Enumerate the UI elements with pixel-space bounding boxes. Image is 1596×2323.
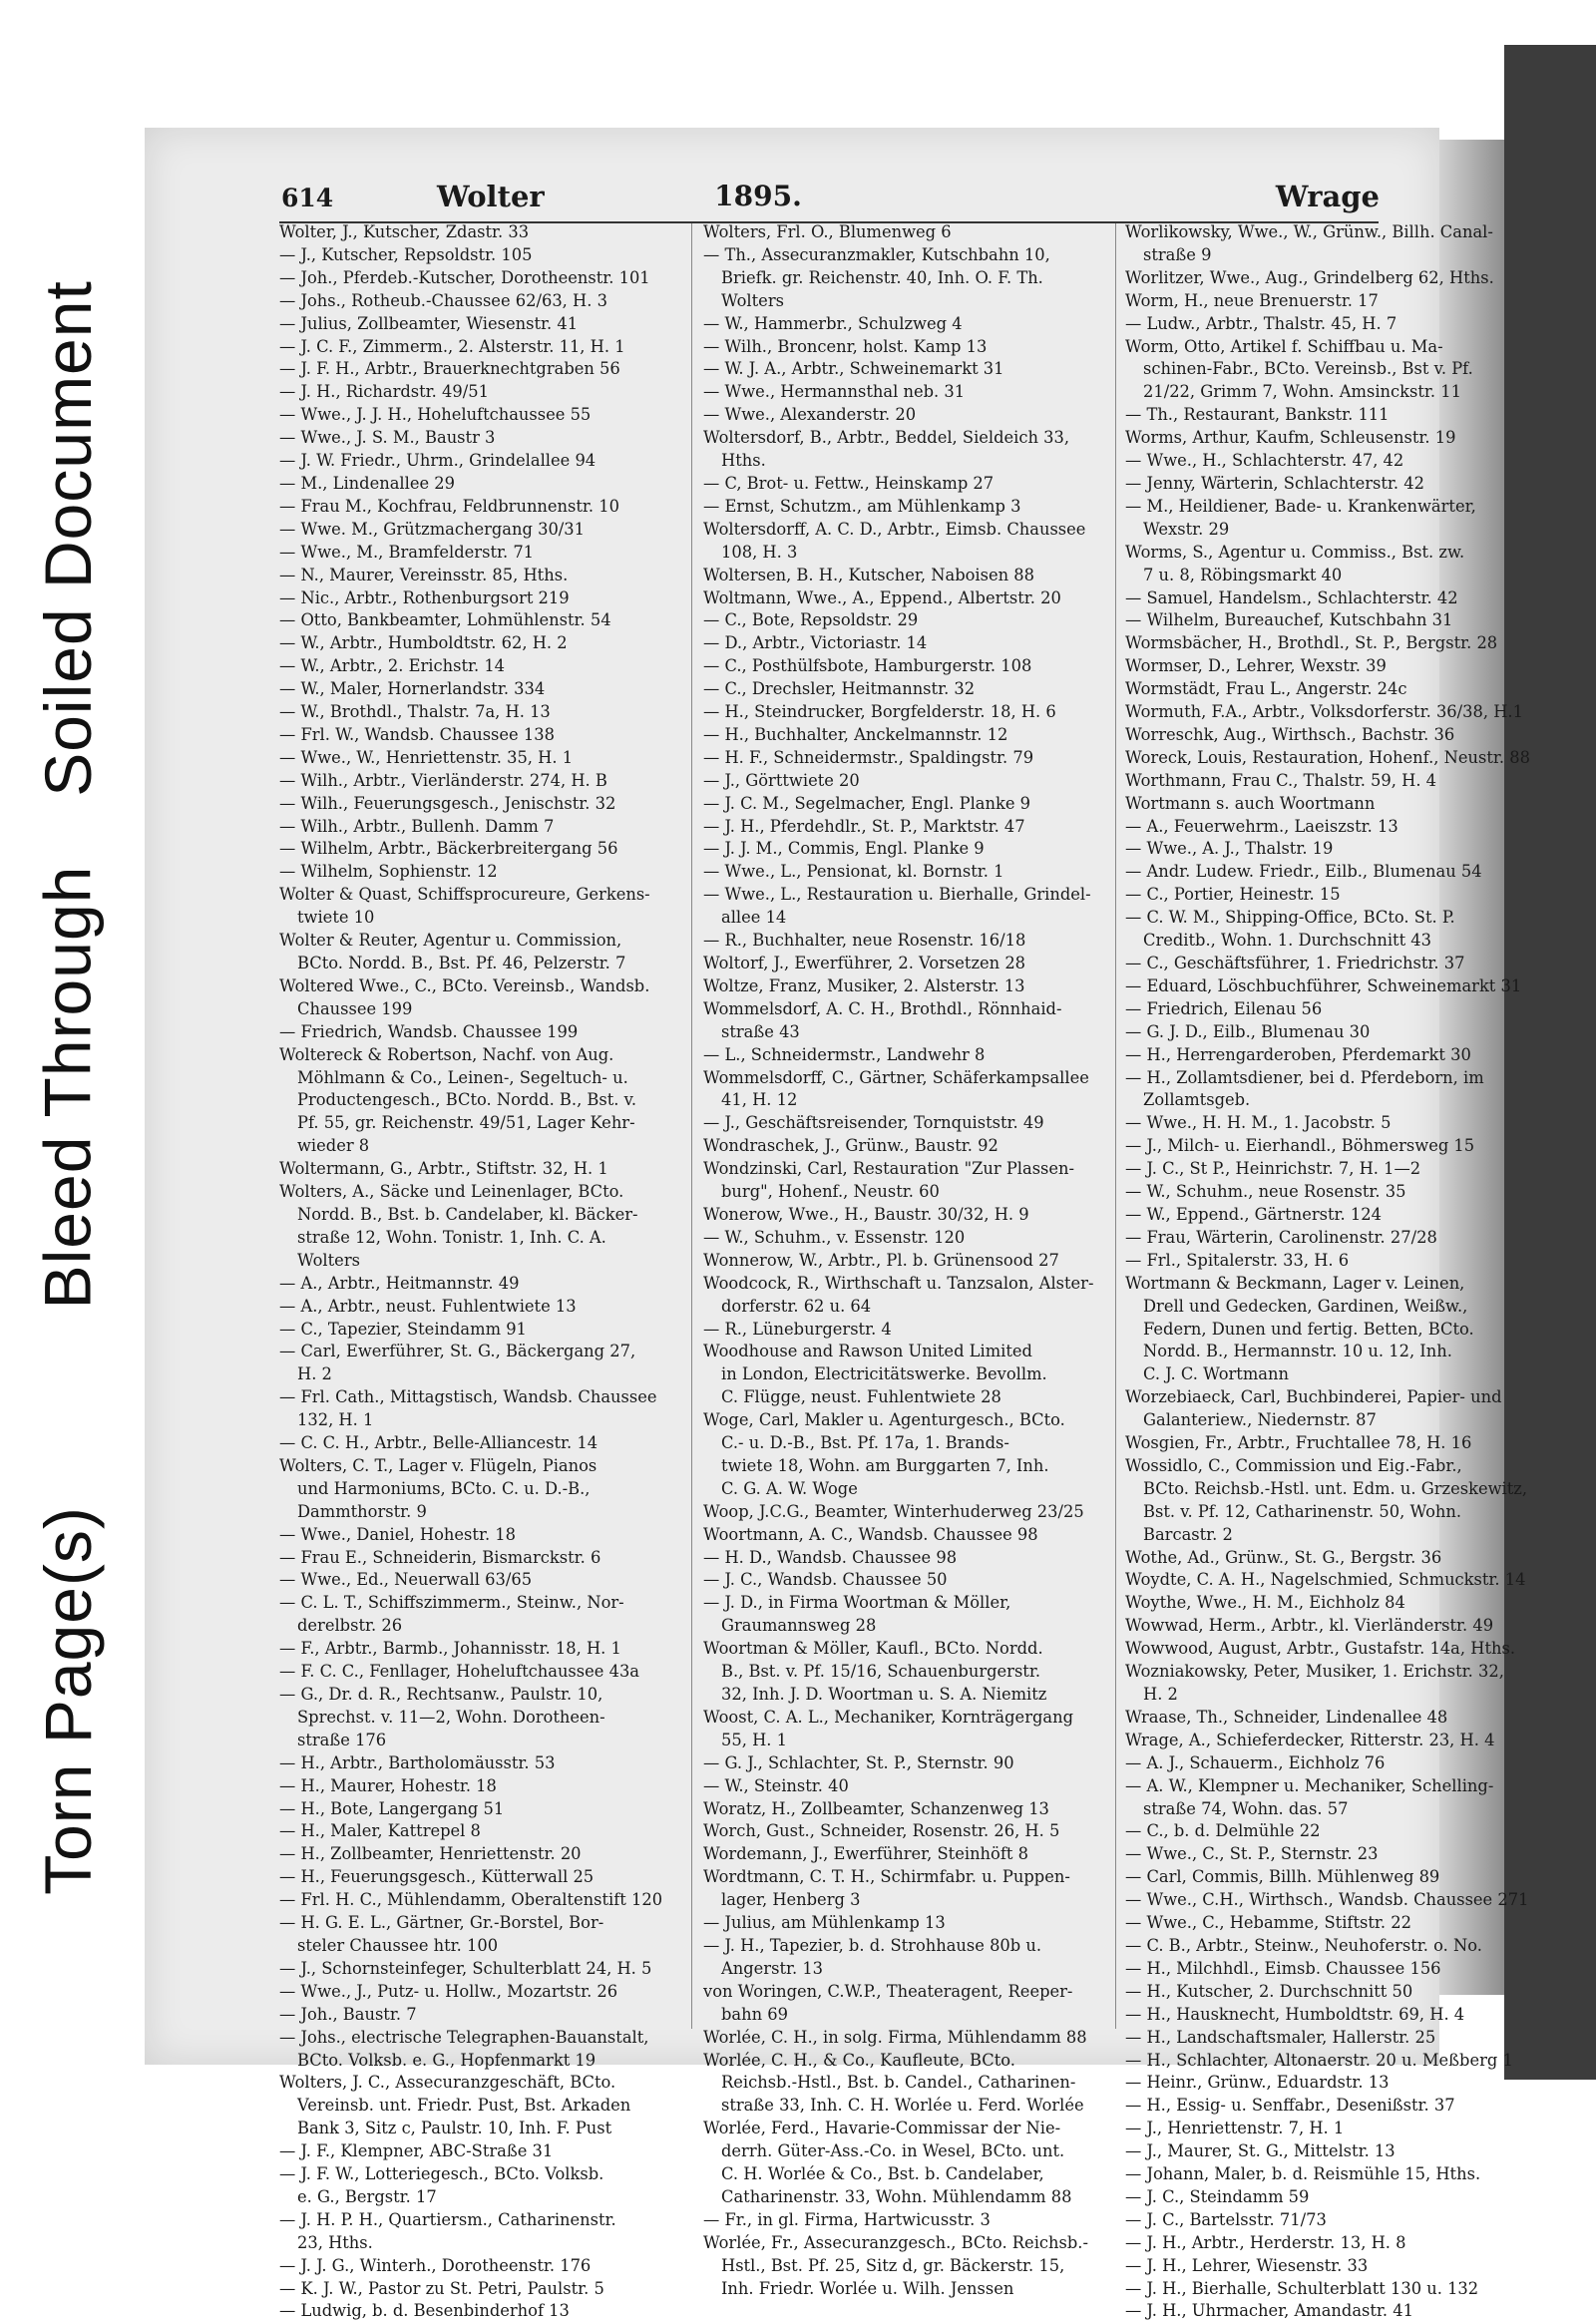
directory-line: — C., Bote, Repsoldstr. 29	[703, 610, 919, 630]
directory-line: Dammthorstr. 9	[297, 1501, 427, 1521]
directory-line: Woodhouse and Rawson United Limited	[703, 1342, 1032, 1361]
directory-line: — A. J., Schauerm., Eichholz 76	[1125, 1752, 1386, 1772]
directory-line: — J. H., Pferdehdlr., St. P., Marktstr. 47	[703, 816, 1025, 836]
directory-line: Woltersen, B. H., Kutscher, Naboisen 88	[703, 565, 1034, 584]
directory-line: — Wwe., Hermannsthal neb. 31	[703, 382, 966, 402]
directory-line: Catharinenstr. 33, Wohn. Mühlendamm 88	[721, 2186, 1072, 2206]
directory-line: 41, H. 12	[721, 1090, 798, 1110]
directory-line: — L., Schneidermstr., Landwehr 8	[703, 1044, 986, 1064]
directory-line: — W., Schuhm., v. Essenstr. 120	[703, 1227, 966, 1247]
directory-line: — A., Feuerwehrm., Laeiszstr. 13	[1125, 816, 1398, 836]
directory-line: — J. H., Lehrer, Wiesenstr. 33	[1125, 2255, 1369, 2275]
directory-line: von Woringen, C.W.P., Theateragent, Reeper-	[703, 1981, 1073, 2001]
directory-line: — H., Herrengarderoben, Pferdemarkt 30	[1125, 1044, 1471, 1064]
directory-line: Federn, Dunen und fertig. Betten, BCto.	[1143, 1319, 1474, 1339]
directory-line: Woost, C. A. L., Mechaniker, Kornträgergang	[703, 1707, 1074, 1727]
directory-line: — J., Schornsteinfeger, Schulterblatt 24, H. 5	[279, 1958, 652, 1978]
directory-line: — J. C. M., Segelmacher, Engl. Planke 9	[703, 793, 1031, 813]
directory-line: — J. H., Tapezier, b. d. Strohhause 80b u.	[703, 1935, 1042, 1955]
directory-line: — J., Milch- u. Eierhandl., Böhmersweg 15	[1125, 1136, 1475, 1156]
directory-line: und Harmoniums, BCto. C. u. D.-B.,	[297, 1478, 591, 1498]
directory-line: Woreck, Louis, Restauration, Hohenf., Neustr. 88	[1125, 747, 1530, 767]
directory-line: — Wilhelm, Sophienstr. 12	[279, 862, 498, 882]
directory-line: C. G. A. W. Woge	[721, 1478, 858, 1498]
directory-line: Möhlmann & Co., Leinen-, Segeltuch- u.	[297, 1067, 628, 1087]
directory-line: Woortman & Möller, Kaufl., BCto. Nordd.	[703, 1639, 1043, 1659]
directory-line: — A. W., Klempner u. Mechaniker, Schelling-	[1125, 1775, 1494, 1795]
directory-line: — Wwe., L., Pensionat, kl. Bornstr. 1	[703, 862, 1004, 882]
directory-line: Creditb., Wohn. 1. Durchschnitt 43	[1143, 931, 1432, 951]
directory-line: — C., Portier, Heinestr. 15	[1125, 885, 1341, 905]
directory-line: — Ludwig, b. d. Besenbinderhof 13	[279, 2301, 570, 2321]
directory-line: Woltersdorf, B., Arbtr., Beddel, Sieldeich 33,	[703, 428, 1070, 448]
directory-line: — J. C., St P., Heinrichstr. 7, H. 1—2	[1125, 1159, 1421, 1179]
directory-line: Worlée, C. H., in solg. Firma, Mühlendamm 88	[703, 2027, 1087, 2047]
directory-line: — C., b. d. Delmühle 22	[1125, 1821, 1321, 1841]
directory-line: — C. L. T., Schiffszimmerm., Steinw., Nor-	[279, 1593, 624, 1613]
directory-line: C. J. C. Wortmann	[1143, 1364, 1289, 1384]
directory-line: Woortmann, A. C., Wandsb. Chaussee 98	[703, 1524, 1038, 1544]
directory-line: dorferstr. 62 u. 64	[721, 1296, 872, 1316]
directory-line: — Frl. H. C., Mühlendamm, Oberaltenstift 120	[279, 1890, 663, 1910]
directory-line: — G. J. D., Eilb., Blumenau 30	[1125, 1021, 1371, 1041]
directory-line: — Otto, Bankbeamter, Lohmühlenstr. 54	[279, 610, 611, 630]
directory-line: Reichsb.-Hstl., Bst. b. Candel., Catharinen-	[721, 2073, 1076, 2093]
directory-line: — Wwe., C.H., Wirthsch., Wandsb. Chaussee 271	[1125, 1890, 1529, 1910]
directory-line: derelbstr. 26	[297, 1616, 403, 1636]
directory-line: — J. H., Uhrmacher, Amandastr. 41	[1125, 2301, 1413, 2321]
directory-line: Wordemann, J., Ewerführer, Steinhöft 8	[703, 1844, 1028, 1864]
directory-line: — W., Hammerbr., Schulzweg 4	[703, 313, 963, 333]
directory-line: Wolter & Reuter, Agentur u. Commission,	[279, 931, 622, 951]
torn-pages-label: Torn Page(s)	[30, 1506, 105, 1895]
page-header	[140, 180, 1380, 221]
directory-line: Wowwood, August, Arbtr., Gustafstr. 14a, Hths.	[1125, 1639, 1516, 1659]
column-right	[1125, 221, 1534, 2323]
directory-line: H. 2	[297, 1364, 332, 1384]
directory-line: twiete 10	[297, 908, 375, 928]
directory-line: straße 33, Inh. C. H. Worlée u. Ferd. Worlée	[721, 2096, 1084, 2116]
directory-line: — Frl. Cath., Mittagstisch, Wandsb. Chaussee	[279, 1387, 657, 1407]
directory-line: — J. H. P. H., Quartiersm., Catharinenstr.	[279, 2209, 616, 2229]
directory-line: — Fr., in gl. Firma, Hartwicusstr. 3	[703, 2209, 991, 2229]
directory-line: — J. F. H., Arbtr., Brauerknechtgraben 56	[279, 359, 620, 379]
directory-line: — H. F., Schneidermstr., Spaldingstr. 79	[703, 747, 1034, 767]
directory-line: — Wwe., J. J. H., Hoheluftchaussee 55	[279, 405, 592, 425]
directory-line: — Wilh., Broncenr, holst. Kamp 13	[703, 336, 988, 356]
directory-line: 55, H. 1	[721, 1730, 787, 1749]
year-heading: 1895.	[714, 180, 802, 212]
directory-line: — Wwe., Ed., Neuerwall 63/65	[279, 1570, 533, 1590]
directory-line: Bst. v. Pf. 12, Catharinenstr. 50, Wohn.	[1143, 1501, 1462, 1521]
directory-line: Woltze, Franz, Musiker, 2. Alsterstr. 13	[703, 975, 1025, 995]
directory-line: Wexstr. 29	[1143, 519, 1230, 539]
directory-line: Wrage, A., Schieferdecker, Ritterstr. 23, H. 4	[1125, 1730, 1495, 1749]
directory-line: — Wilhelm, Bureauchef, Kutschbahn 31	[1125, 610, 1453, 630]
directory-line: Worm, Otto, Artikel f. Schiffbau u. Ma-	[1125, 336, 1443, 356]
directory-line: — H., Feuerungsgesch., Kütterwall 25	[279, 1867, 595, 1887]
directory-line: — W., Arbtr., 2. Erichstr. 14	[279, 656, 506, 676]
directory-line: — Frl. W., Wandsb. Chaussee 138	[279, 724, 555, 744]
directory-line: — J. C. F., Zimmerm., 2. Alsterstr. 11, H. 1	[279, 336, 625, 356]
directory-line: — J., Görttwiete 20	[703, 770, 860, 790]
directory-line: 108, H. 3	[721, 542, 798, 562]
directory-line: lager, Henberg 3	[721, 1890, 861, 1910]
directory-line: Worms, S., Agentur u. Commiss., Bst. zw.	[1125, 542, 1465, 562]
directory-line: — Heinr., Grünw., Eduardstr. 13	[1125, 2073, 1390, 2093]
directory-line: — F., Arbtr., Barmb., Johannisstr. 18, H. 1	[279, 1639, 621, 1659]
directory-line: Nordd. B., Hermannstr. 10 u. 12, Inh.	[1143, 1342, 1452, 1361]
directory-line: — J. C., Bartelsstr. 71/73	[1125, 2209, 1327, 2229]
directory-line: Bank 3, Sitz c, Paulstr. 10, Inh. F. Pust	[297, 2119, 612, 2138]
directory-line: steler Chaussee htr. 100	[297, 1935, 499, 1955]
directory-line: — W., Brothdl., Thalstr. 7a, H. 13	[279, 702, 551, 722]
directory-line: — H., Landschaftsmaler, Hallerstr. 25	[1125, 2027, 1436, 2047]
directory-line: — Nic., Arbtr., Rothenburgsort 219	[279, 587, 570, 607]
directory-line: Angerstr. 13	[721, 1958, 824, 1978]
directory-line: BCto. Nordd. B., Bst. Pf. 46, Pelzerstr. 7	[297, 954, 626, 972]
directory-line: — Wwe., H., Schlachterstr. 47, 42	[1125, 451, 1404, 471]
directory-line: — C. C. H., Arbtr., Belle-Alliancestr. 14	[279, 1433, 598, 1453]
column-divider	[1115, 223, 1116, 2029]
directory-line: Woythe, Wwe., H. M., Eichholz 84	[1125, 1593, 1405, 1613]
directory-line: Chaussee 199	[297, 998, 413, 1018]
directory-line: schinen-Fabr., BCto. Vereinsb., Bst v. Pf.	[1143, 359, 1473, 379]
directory-line: 32, Inh. J. D. Woortman u. S. A. Niemitz	[721, 1685, 1047, 1704]
directory-line: twiete 18, Wohn. am Burggarten 7, Inh.	[721, 1455, 1049, 1475]
directory-line: — Wilhelm, Arbtr., Bäckerbreitergang 56	[279, 839, 618, 859]
directory-line: — C., Drechsler, Heitmannstr. 32	[703, 679, 976, 699]
directory-line: — J. J. G., Winterh., Dorotheenstr. 176	[279, 2255, 592, 2275]
column-left	[279, 221, 683, 2323]
directory-line: — C. W. M., Shipping-Office, BCto. St. P.	[1125, 908, 1455, 928]
directory-line: straße 12, Wohn. Tonistr. 1, Inh. C. A.	[297, 1227, 606, 1247]
directory-line: — C. B., Arbtr., Steinw., Neuhoferstr. o. No.	[1125, 1935, 1482, 1955]
directory-line: Hstl., Bst. Pf. 25, Sitz d, gr. Bäckerstr. 15,	[721, 2255, 1065, 2275]
directory-line: — A., Arbtr., Heitmannstr. 49	[279, 1273, 520, 1293]
directory-line: — J., Geschäftsreisender, Tornquiststr. 49	[703, 1113, 1044, 1133]
directory-line: Wondraschek, J., Grünw., Baustr. 92	[703, 1136, 998, 1156]
directory-line: Wormser, D., Lehrer, Wexstr. 39	[1125, 656, 1387, 676]
right-headword: Wrage	[1275, 180, 1380, 213]
directory-line: — Johann, Maler, b. d. Reismühle 15, Hths.	[1125, 2164, 1481, 2184]
directory-line: Drell und Gedecken, Gardinen, Weißw.,	[1143, 1296, 1468, 1316]
directory-line: Wolters, A., Säcke und Leinenlager, BCto.	[279, 1182, 624, 1202]
column-middle	[703, 221, 1107, 2300]
directory-line: — H., Milchhdl., Eimsb. Chaussee 156	[1125, 1958, 1441, 1978]
directory-line: C. H. Worlée & Co., Bst. b. Candelaber,	[721, 2164, 1044, 2184]
directory-line: — H., Essig- u. Senffabr., Desenißstr. 37	[1125, 2096, 1455, 2116]
directory-line: Wortmann s. auch Woortmann	[1125, 793, 1376, 813]
directory-line: B., Bst. v. Pf. 15/16, Schauenburgerstr.	[721, 1662, 1041, 1682]
directory-line: — H., Arbtr., Bartholomäusstr. 53	[279, 1752, 556, 1772]
directory-line: Worzebiaeck, Carl, Buchbinderei, Papier- und	[1125, 1387, 1502, 1407]
directory-line: — Eduard, Löschbuchführer, Schweinemarkt 31	[1125, 975, 1522, 995]
directory-line: Pf. 55, gr. Reichenstr. 49/51, Lager Kehr-	[297, 1113, 635, 1133]
directory-line: — Wwe., M., Bramfelderstr. 71	[279, 542, 535, 562]
directory-line: C. Flügge, neust. Fuhlentwiete 28	[721, 1387, 1001, 1407]
directory-line: Woltered Wwe., C., BCto. Vereinsb., Wandsb.	[279, 975, 650, 995]
directory-line: H. 2	[1143, 1685, 1178, 1704]
directory-line: Hths.	[721, 451, 766, 471]
directory-line: Zollamtsgeb.	[1143, 1090, 1251, 1110]
directory-line: — Julius, am Mühlenkamp 13	[703, 1913, 946, 1933]
directory-line: — J. H., Arbtr., Herderstr. 13, H. 8	[1125, 2232, 1406, 2252]
directory-line: Wortmann & Beckmann, Lager v. Leinen,	[1125, 1273, 1465, 1293]
directory-line: Wormsbächer, H., Brothdl., St. P., Bergstr. 28	[1125, 633, 1498, 653]
directory-line: — Wwe., Alexanderstr. 20	[703, 405, 917, 425]
bleed-through-label: Bleed Through	[30, 865, 105, 1310]
directory-line: — W., Schuhm., neue Rosenstr. 35	[1125, 1182, 1406, 1202]
directory-line: — Wwe., H. H. M., 1. Jacobstr. 5	[1125, 1113, 1392, 1133]
directory-line: — J. H., Richardstr. 49/51	[279, 382, 489, 402]
directory-line: Woratz, H., Zollbeamter, Schanzenweg 13	[703, 1798, 1049, 1818]
directory-line: — H., Maurer, Hohestr. 18	[279, 1775, 497, 1795]
directory-line: Wozniakowsky, Peter, Musiker, 1. Erichstr. 32,	[1125, 1662, 1504, 1682]
directory-line: — R., Lüneburgerstr. 4	[703, 1319, 892, 1339]
directory-line: Wosgien, Fr., Arbtr., Fruchtallee 78, H. 16	[1125, 1433, 1472, 1453]
directory-line: — Friedrich, Eilenau 56	[1125, 998, 1323, 1018]
directory-line: in London, Electricitätswerke. Bevollm.	[721, 1364, 1047, 1384]
directory-line: — C., Geschäftsführer, 1. Friedrichstr. 37	[1125, 954, 1465, 972]
directory-line: Nordd. B., Bst. b. Candelaber, kl. Bäcker-	[297, 1204, 638, 1224]
directory-line: — C., Posthülfsbote, Hamburgerstr. 108	[703, 656, 1032, 676]
directory-line: Vereinsb. unt. Friedr. Pust, Bst. Arkaden	[297, 2096, 631, 2116]
directory-line: allee 14	[721, 908, 787, 928]
directory-line: — W., Maler, Hornerlandstr. 334	[279, 679, 546, 699]
directory-line: Wommelsdorff, C., Gärtner, Schäferkampsallee	[703, 1067, 1089, 1087]
directory-line: — H., Maler, Kattrepel 8	[279, 1821, 481, 1841]
directory-line: — Johs., electrische Telegraphen-Bauanstalt,	[279, 2027, 649, 2047]
directory-line: Woltorf, J., Ewerführer, 2. Vorsetzen 28	[703, 954, 1026, 972]
directory-line: — Wwe., J. S. M., Baustr 3	[279, 428, 496, 448]
directory-line: — C, Brot- u. Fettw., Heinskamp 27	[703, 473, 995, 493]
directory-line: Productengesch., BCto. Nordd. B., Bst. v.	[297, 1090, 637, 1110]
directory-line: — Wwe., L., Restauration u. Bierhalle, Grindel-	[703, 885, 1091, 905]
directory-line: — J. F. W., Lotteriegesch., BCto. Volksb.	[279, 2164, 604, 2184]
directory-line: — Joh., Pferdeb.-Kutscher, Dorotheenstr. 101	[279, 267, 650, 287]
directory-line: — Wwe., Daniel, Hohestr. 18	[279, 1524, 517, 1544]
column-divider	[691, 223, 692, 2029]
directory-line: wieder 8	[297, 1136, 370, 1156]
directory-line: — J. J. M., Commis, Engl. Planke 9	[703, 839, 985, 859]
directory-line: Wormstädt, Frau L., Angerstr. 24c	[1125, 679, 1407, 699]
directory-line: — J., Kutscher, Repsoldstr. 105	[279, 244, 533, 264]
directory-line: Wolter, J., Kutscher, Zdastr. 33	[279, 222, 530, 241]
directory-line: Woltereck & Robertson, Nachf. von Aug.	[279, 1044, 614, 1064]
directory-line: Wolters	[297, 1250, 360, 1270]
directory-line: — H., Zollbeamter, Henriettenstr. 20	[279, 1844, 582, 1864]
directory-line: — Wwe., A. J., Thalstr. 19	[1125, 839, 1334, 859]
directory-line: — N., Maurer, Vereinsstr. 85, Hths.	[279, 565, 569, 584]
directory-line: Barcastr. 2	[1143, 1524, 1233, 1544]
directory-line: — Frau, Wärterin, Carolinenstr. 27/28	[1125, 1227, 1437, 1247]
directory-line: — H. D., Wandsb. Chaussee 98	[703, 1547, 958, 1567]
directory-line: — H., Bote, Langergang 51	[279, 1798, 505, 1818]
directory-line: — W., Eppend., Gärtnerstr. 124	[1125, 1204, 1382, 1224]
directory-line: — Andr. Ludew. Friedr., Eilb., Blumenau 54	[1125, 862, 1482, 882]
directory-line: derrh. Güter-Ass.-Co. in Wesel, BCto. unt.	[721, 2141, 1065, 2161]
directory-line: — K. J. W., Pastor zu St. Petri, Paulstr. 5	[279, 2278, 604, 2298]
directory-line: — Wwe., C., Hebamme, Stiftstr. 22	[1125, 1913, 1411, 1933]
directory-line: — Ernst, Schutzm., am Mühlenkamp 3	[703, 496, 1021, 516]
directory-line: — W. J. A., Arbtr., Schweinemarkt 31	[703, 359, 1004, 379]
quality-labels	[0, 0, 135, 2171]
directory-line: — Wwe., C., St. P., Sternstr. 23	[1125, 1844, 1379, 1864]
directory-line: — R., Buchhalter, neue Rosenstr. 16/18	[703, 931, 1026, 951]
directory-line: C.- u. D.-B., Bst. Pf. 17a, 1. Brands-	[721, 1433, 1009, 1453]
directory-line: Graumannsweg 28	[721, 1616, 877, 1636]
directory-line: — Wwe., J., Putz- u. Hollw., Mozartstr. 26	[279, 1981, 618, 2001]
directory-line: — J. W. Friedr., Uhrm., Grindelallee 94	[279, 451, 597, 471]
directory-line: Wonnerow, W., Arbtr., Pl. b. Grünensood 27	[703, 1250, 1059, 1270]
directory-line: — Wilh., Feuerungsgesch., Jenischstr. 32	[279, 793, 616, 813]
directory-line: burg", Hohenf., Neustr. 60	[721, 1182, 940, 1202]
directory-line: — J. H., Bierhalle, Schulterblatt 130 u. 132	[1125, 2278, 1479, 2298]
left-headword: Wolter	[437, 180, 545, 213]
directory-line: Woodcock, R., Wirthschaft u. Tanzsalon, Alster-	[703, 1273, 1094, 1293]
directory-line: Worlée, Ferd., Havarie-Commissar der Nie-	[703, 2119, 1061, 2138]
directory-line: Wommelsdorf, A. C. H., Brothdl., Rönnhaid-	[703, 998, 1062, 1018]
directory-line: Woltmann, Wwe., A., Eppend., Albertstr. 20	[703, 587, 1061, 607]
directory-line: — Joh., Baustr. 7	[279, 2004, 417, 2024]
directory-line: Wolters, Frl. O., Blumenweg 6	[703, 222, 952, 241]
directory-line: — Th., Assecuranzmakler, Kutschbahn 10,	[703, 244, 1050, 264]
directory-line: bahn 69	[721, 2004, 788, 2024]
directory-line: straße 43	[721, 1021, 800, 1041]
directory-line: — Carl, Ewerführer, St. G., Bäckergang 27,	[279, 1342, 636, 1361]
directory-line: — J., Henriettenstr. 7, H. 1	[1125, 2119, 1345, 2138]
directory-line: — Wwe. M., Grützmachergang 30/31	[279, 519, 586, 539]
directory-line: Woop, J.C.G., Beamter, Winterhuderweg 23/25	[703, 1501, 1084, 1521]
directory-line: — Wwe., W., Henriettenstr. 35, H. 1	[279, 747, 574, 767]
directory-line: — Ludw., Arbtr., Thalstr. 45, H. 7	[1125, 313, 1397, 333]
directory-line: 7 u. 8, Röbingsmarkt 40	[1143, 565, 1343, 584]
directory-line: — W., Arbtr., Humboldtstr. 62, H. 2	[279, 633, 568, 653]
directory-line: Worlitzer, Wwe., Aug., Grindelberg 62, Hths.	[1125, 267, 1494, 287]
directory-line: — H., Schlachter, Altonaerstr. 20 u. Meßberg 1	[1125, 2050, 1513, 2070]
directory-line: — G., Dr. d. R., Rechtsanw., Paulstr. 10,	[279, 1685, 603, 1704]
directory-line: — J. C., Steindamm 59	[1125, 2186, 1310, 2206]
directory-line: Wolters, C. T., Lager v. Flügeln, Pianos	[279, 1455, 598, 1475]
directory-line: Wraase, Th., Schneider, Lindenallee 48	[1125, 1707, 1448, 1727]
directory-line: — Samuel, Handelsm., Schlachterstr. 42	[1125, 587, 1458, 607]
directory-line: — Wilh., Arbtr., Vierländerstr. 274, H. B	[279, 770, 607, 790]
directory-line: — J., Maurer, St. G., Mittelstr. 13	[1125, 2141, 1396, 2161]
directory-line: — H. G. E. L., Gärtner, Gr.-Borstel, Bor-	[279, 1913, 604, 1933]
directory-line: — H., Buchhalter, Anckelmannstr. 12	[703, 724, 1008, 744]
page-number: 614	[281, 184, 334, 212]
directory-line: Woydte, C. A. H., Nagelschmied, Schmuckstr. 14	[1125, 1570, 1526, 1590]
directory-line: Worlée, Fr., Assecuranzgesch., BCto. Reichsb.-	[703, 2232, 1088, 2252]
directory-line: 132, H. 1	[297, 1410, 374, 1430]
directory-line: 21/22, Grimm 7, Wohn. Amsinckstr. 11	[1143, 382, 1461, 402]
directory-line: — H., Kutscher, 2. Durchschnitt 50	[1125, 1981, 1413, 2001]
directory-line: Wormuth, F.A., Arbtr., Volksdorferstr. 36/38, H.1	[1125, 702, 1523, 722]
directory-line: Wordtmann, C. T. H., Schirmfabr. u. Puppen-	[703, 1867, 1070, 1887]
directory-line: Wossidlo, C., Commission und Eig.-Fabr.,	[1125, 1455, 1462, 1475]
directory-line: Worthmann, Frau C., Thalstr. 59, H. 4	[1125, 770, 1437, 790]
directory-line: Wolters, J. C., Assecuranzgeschäft, BCto.	[279, 2073, 616, 2093]
directory-line: Wondzinski, Carl, Restauration "Zur Plassen-	[703, 1159, 1075, 1179]
soiled-document-label: Soiled Document	[30, 280, 105, 797]
directory-line: — J. C., Wandsb. Chaussee 50	[703, 1570, 948, 1590]
directory-line: — H., Zollamtsdiener, bei d. Pferdeborn, im	[1125, 1067, 1484, 1087]
directory-line: — F. C. C., Fenllager, Hoheluftchaussee 43a	[279, 1662, 640, 1682]
directory-line: BCto. Volksb. e. G., Hopfenmarkt 19	[297, 2050, 597, 2070]
directory-line: Sprechst. v. 11—2, Wohn. Dorotheen-	[297, 1707, 605, 1727]
directory-line: Woge, Carl, Makler u. Agenturgesch., BCto.	[703, 1410, 1065, 1430]
directory-line: — H., Steindrucker, Borgfelderstr. 18, H. 6	[703, 702, 1056, 722]
directory-line: Woltersdorff, A. C. D., Arbtr., Eimsb. Chaussee	[703, 519, 1086, 539]
directory-line: — D., Arbtr., Victoriastr. 14	[703, 633, 928, 653]
directory-line: straße 176	[297, 1730, 387, 1749]
directory-line: e. G., Bergstr. 17	[297, 2186, 437, 2206]
directory-line: BCto. Reichsb.-Hstl. unt. Edm. u. Grzeskewitz,	[1143, 1478, 1528, 1498]
directory-line: — J. D., in Firma Woortman & Möller,	[703, 1593, 1011, 1613]
directory-line: Wonerow, Wwe., H., Baustr. 30/32, H. 9	[703, 1204, 1029, 1224]
directory-line: — G. J., Schlachter, St. P., Sternstr. 90	[703, 1752, 1014, 1772]
directory-line: — Wilh., Arbtr., Bullenh. Damm 7	[279, 816, 555, 836]
directory-line: Galanteriew., Niedernstr. 87	[1143, 1410, 1377, 1430]
directory-line: — Jenny, Wärterin, Schlachterstr. 42	[1125, 473, 1424, 493]
directory-line: — W., Steinstr. 40	[703, 1775, 849, 1795]
directory-line: Woltermann, G., Arbtr., Stiftstr. 32, H. 1	[279, 1159, 608, 1179]
directory-line: — Frl., Spitalerstr. 33, H. 6	[1125, 1250, 1350, 1270]
directory-line: straße 74, Wohn. das. 57	[1143, 1798, 1349, 1818]
directory-line: Inh. Friedr. Worlée u. Wilh. Jenssen	[721, 2278, 1014, 2298]
directory-line: — C., Tapezier, Steindamm 91	[279, 1319, 527, 1339]
directory-line: straße 9	[1143, 244, 1212, 264]
directory-line: Worch, Gust., Schneider, Rosenstr. 26, H. 5	[703, 1821, 1060, 1841]
directory-line: — Friedrich, Wandsb. Chaussee 199	[279, 1021, 579, 1041]
directory-line: Wolters	[721, 290, 784, 310]
directory-line: — M., Lindenallee 29	[279, 473, 455, 493]
directory-line: — Frau E., Schneiderin, Bismarckstr. 6	[279, 1547, 601, 1567]
directory-line: Worlée, C. H., & Co., Kaufleute, BCto.	[703, 2050, 1015, 2070]
directory-line: — Johs., Rotheub.-Chaussee 62/63, H. 3	[279, 290, 607, 310]
directory-line: Wowwad, Herm., Arbtr., kl. Vierländerstr. 49	[1125, 1616, 1494, 1636]
directory-line: — M., Heildiener, Bade- u. Krankenwärter,	[1125, 496, 1476, 516]
directory-line: Wothe, Ad., Grünw., St. G., Bergstr. 36	[1125, 1547, 1442, 1567]
directory-line: Worms, Arthur, Kaufm, Schleusenstr. 19	[1125, 428, 1456, 448]
directory-line: Wolter & Quast, Schiffsprocureure, Gerkens-	[279, 885, 650, 905]
directory-line: Worlikowsky, Wwe., W., Grünw., Billh. Canal-	[1125, 222, 1493, 241]
directory-line: — Th., Restaurant, Bankstr. 111	[1125, 405, 1390, 425]
directory-line: — H., Hausknecht, Humboldtstr. 69, H. 4	[1125, 2004, 1465, 2024]
directory-line: — Julius, Zollbeamter, Wiesenstr. 41	[279, 313, 579, 333]
directory-line: Worreschk, Aug., Wirthsch., Bachstr. 36	[1125, 724, 1455, 744]
directory-line: 23, Hths.	[297, 2232, 373, 2252]
directory-line: Worm, H., neue Brenuerstr. 17	[1125, 290, 1379, 310]
directory-line: — A., Arbtr., neust. Fuhlentwiete 13	[279, 1296, 577, 1316]
directory-line: — Frau M., Kochfrau, Feldbrunnenstr. 10	[279, 496, 619, 516]
directory-line: — Carl, Commis, Billh. Mühlenweg 89	[1125, 1867, 1440, 1887]
directory-line: Briefk. gr. Reichenstr. 40, Inh. O. F. Th.	[721, 267, 1043, 287]
directory-line: — J. F., Klempner, ABC-Straße 31	[279, 2141, 554, 2161]
